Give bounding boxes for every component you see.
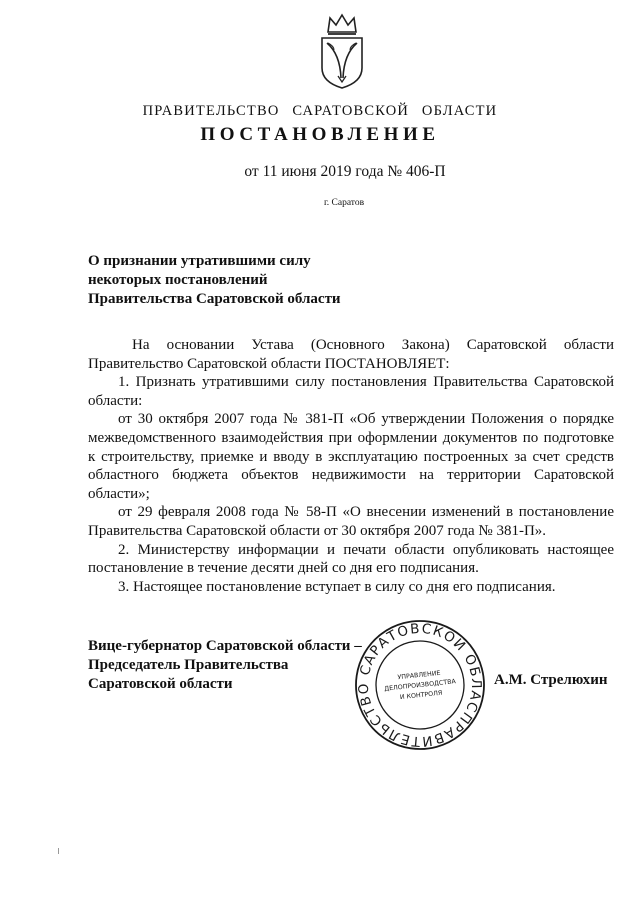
document-type: ПОСТАНОВЛЕНИЕ (200, 124, 440, 145)
signatory-name: А.М. Стрелюхин (494, 672, 608, 688)
government-title: ПРАВИТЕЛЬСТВО САРАТОВСКОЙ ОБЛАСТИ (142, 103, 498, 119)
document-subject (88, 252, 341, 309)
body-paragraph: 3. Настоящее постановление вступает в силу со дня его подписания. (118, 578, 556, 595)
position-line: Председатель Правительства (88, 657, 289, 673)
subject-line: О признании утратившими силу (88, 253, 311, 269)
signatory-position (88, 637, 362, 694)
subject-line: некоторых постановлений (88, 272, 268, 288)
body-paragraph: от 29 февраля 2008 года № 58-П «О внесении изменений в постановление Правительства Саратовской области от 30 октября 2007 года № 381-П». (88, 504, 614, 539)
saratov-coat-of-arms-icon (314, 12, 370, 90)
svg-text:УПРАВЛЕНИЕ: УПРАВЛЕНИЕ (397, 669, 441, 682)
position-line: Вице-губернатор Саратовской области – (88, 638, 362, 654)
svg-text:ПРАВИТЕЛЬСТВО САРАТОВСКОЙ ОБЛА: ПРАВИТЕЛЬСТВО САРАТОВСКОЙ ОБЛАСТИ (355, 620, 485, 750)
body-paragraph: 1. Признать утратившими силу постановления Правительства Саратовской области: (88, 374, 614, 409)
document-city: г. Саратов (323, 198, 365, 208)
official-stamp (352, 617, 488, 753)
body-paragraph: 2. Министерству информации и печати области опубликовать настоящее постановление в течение десяти дней со дня его подписания. (88, 541, 614, 577)
document-body (88, 336, 614, 596)
margin-mark (58, 848, 63, 854)
position-line: Саратовской области (88, 676, 233, 692)
subject-line: Правительства Саратовской области (88, 291, 341, 307)
svg-text:ДЕЛОПРОИЗВОДСТВА: ДЕЛОПРОИЗВОДСТВА (383, 678, 457, 693)
body-paragraph: На основании Устава (Основного Закона) Саратовской области Правительство Саратовской области ПОСТАНОВЛЯЕТ: (88, 337, 614, 372)
document-date-number: от 11 июня 2019 года № 406-П (244, 163, 446, 180)
body-paragraph: от 30 октября 2007 года № 381-П «Об утверждении Положения о порядке межведомственного взаимодействия при оформлении документов по подготовке к строительству, приемке и вводу в эксплуатацию построенных за счет средств областного бюджета объектов недвижимости на территории Саратовской области»; (88, 411, 614, 502)
svg-text:И КОНТРОЛЯ: И КОНТРОЛЯ (399, 689, 443, 702)
